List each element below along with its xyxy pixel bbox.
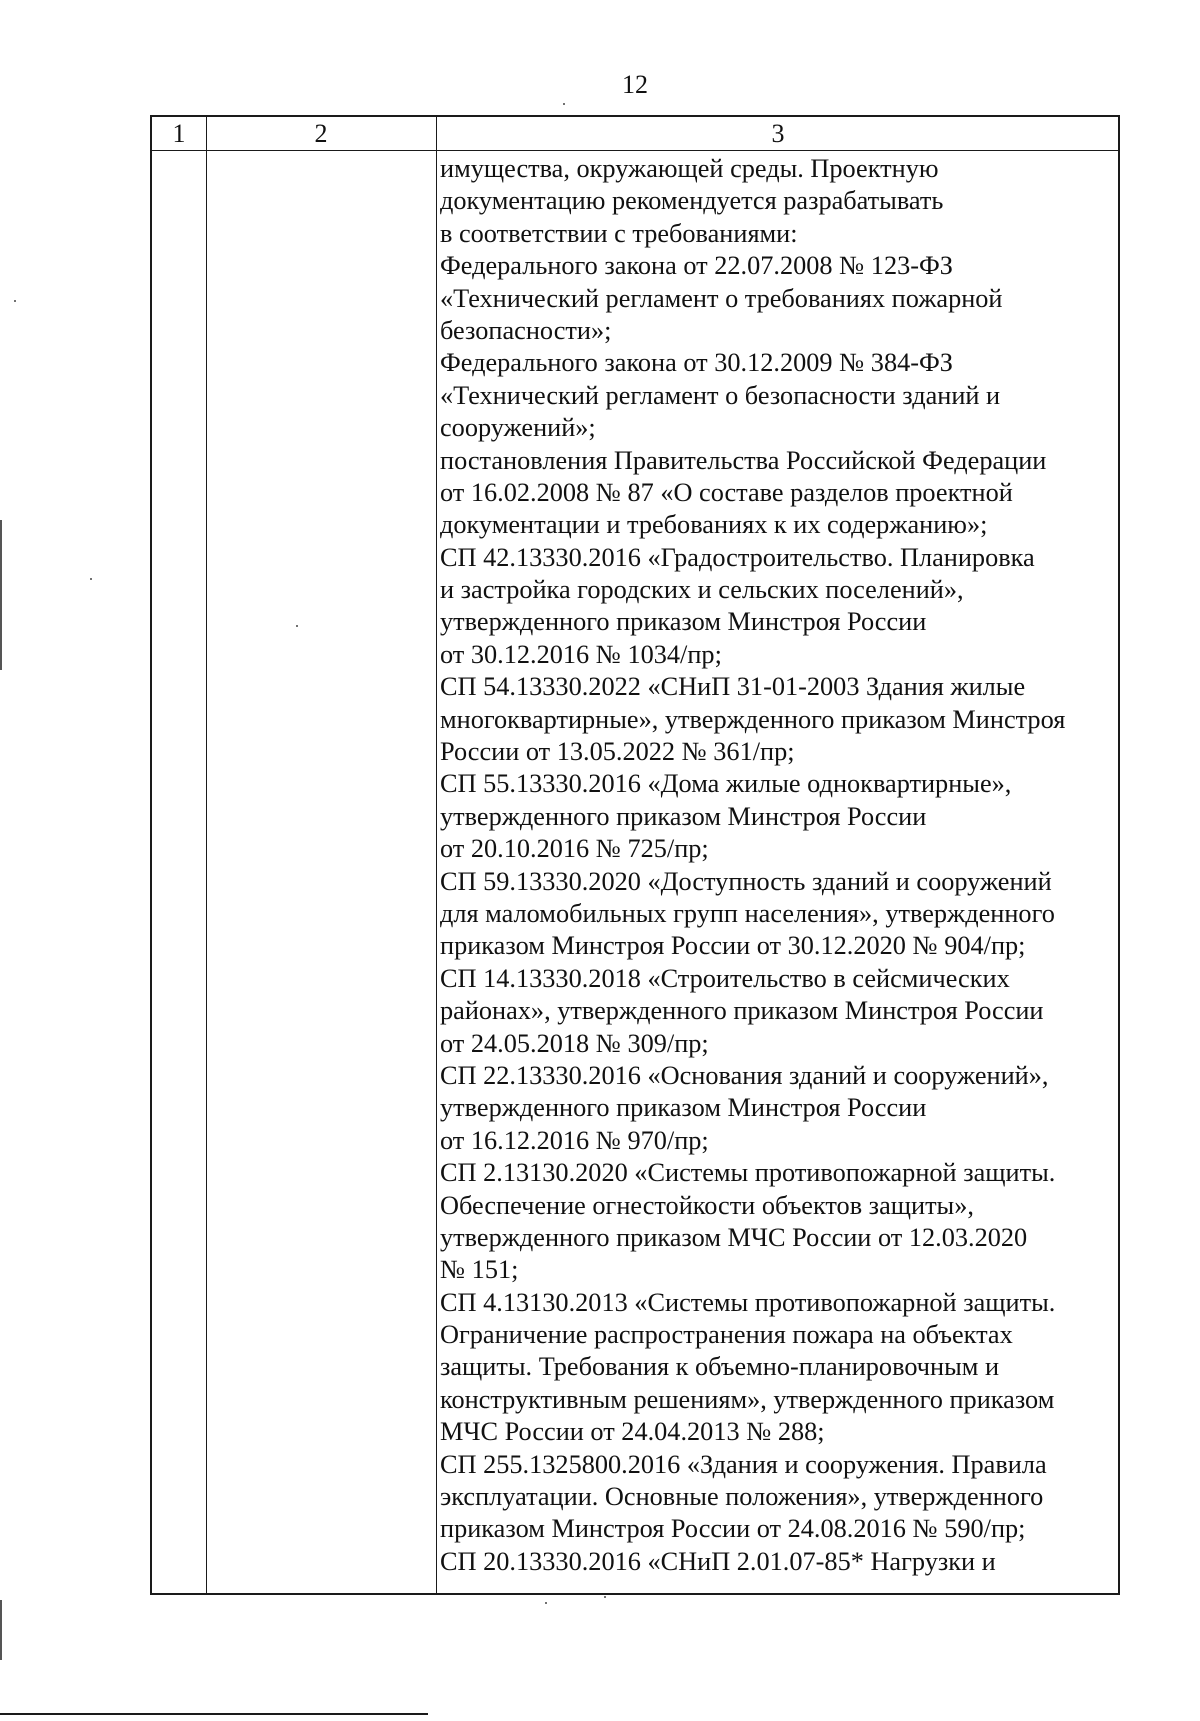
header-cell-1: 1 [172,119,186,148]
text-line: конструктивным решениям», утвержденного приказом [440,1384,1055,1414]
text-line: от 30.12.2016 № 1034/пр; [440,639,722,669]
text-line: утвержденного приказом Минстроя России [440,1093,927,1123]
text-line: районах», утвержденного приказом Минстроя России [440,996,1044,1026]
scan-edge-mark [0,520,2,670]
text-line: от 20.10.2016 № 725/пр; [440,834,709,864]
text-line: «Технический регламент о безопасности зданий и [440,380,1001,410]
text-line: для маломобильных групп населения», утвержденного [440,898,1055,928]
scan-speck [604,1596,606,1598]
text-line: безопасности»; [440,315,612,345]
header-rule [152,150,1118,151]
column-rule-1 [206,117,207,1593]
text-line: эксплуатации. Основные положения», утвержденного [440,1482,1044,1512]
text-line: утвержденного приказом МЧС России от 12.03.2020 [440,1222,1028,1252]
text-line: СП 2.13130.2020 «Системы противопожарной защиты. [440,1158,1056,1188]
text-line: СП 55.13330.2016 «Дома жилые одноквартирные», [440,769,1012,799]
text-line: Федерального закона от 22.07.2008 № 123-ФЗ [440,251,953,281]
text-line: СП 14.13330.2018 «Строительство в сейсмических [440,963,1010,993]
page-number: 12 [622,70,648,99]
text-line: СП 54.13330.2022 «СНиП 31-01-2003 Здания жилые [440,672,1026,702]
scan-speck [563,103,565,105]
text-line: утвержденного приказом Минстроя России [440,801,927,831]
text-line: приказом Минстроя России от 24.08.2016 № 590/пр; [440,1514,1026,1544]
text-line: от 24.05.2018 № 309/пр; [440,1028,709,1058]
text-line: документацию рекомендуется разрабатывать [440,186,944,216]
text-line: СП 20.13330.2016 «СНиП 2.01.07-85* Нагрузки и [440,1546,996,1576]
scan-speck [14,300,16,302]
text-line: СП 255.1325800.2016 «Здания и сооружения. Правила [440,1449,1047,1479]
text-line: многоквартирные», утвержденного приказом Минстроя [440,704,1066,734]
text-line: МЧС России от 24.04.2013 № 288; [440,1417,825,1447]
text-line: СП 22.13330.2016 «Основания зданий и сооружений», [440,1060,1049,1090]
header-cell-3: 3 [771,119,785,148]
text-line: от 16.02.2008 № 87 «О составе разделов проектной [440,477,1013,507]
text-line: от 16.12.2016 № 970/пр; [440,1125,709,1155]
text-line: № 151; [440,1255,519,1285]
text-line: СП 42.13330.2016 «Градостроительство. Планировка [440,542,1035,572]
text-line: Федерального закона от 30.12.2009 № 384-ФЗ [440,348,953,378]
text-line: защиты. Требования к объемно-планировочным и [440,1352,1000,1382]
text-line: имущества, окружающей среды. Проектную [440,154,939,183]
text-line: документации и требованиях к их содержанию»; [440,510,988,540]
column-3-content [440,153,1120,1578]
header-cell-2: 2 [314,119,328,148]
text-line: утвержденного приказом Минстроя России [440,607,927,637]
footnote-rule [0,1713,428,1715]
scan-speck [296,625,298,627]
text-line: в соответствии с требованиями: [440,218,798,248]
text-line: Обеспечение огнестойкости объектов защиты», [440,1190,974,1220]
text-line: Ограничение распространения пожара на объектах [440,1320,1013,1350]
text-line: СП 59.13330.2020 «Доступность зданий и сооружений [440,866,1052,896]
document-table [150,115,1120,1595]
column-rule-2 [436,117,437,1593]
text-line: постановления Правительства Российской Федерации [440,445,1047,475]
scan-speck [90,578,92,580]
text-line: сооружений»; [440,413,596,443]
text-line: «Технический регламент о требованиях пожарной [440,283,1003,313]
text-line: и застройка городских и сельских поселений», [440,575,964,605]
text-line: приказом Минстроя России от 30.12.2020 № 904/пр; [440,931,1026,961]
text-line: России от 13.05.2022 № 361/пр; [440,737,795,767]
text-line: СП 4.13130.2013 «Системы противопожарной защиты. [440,1287,1056,1317]
scan-speck [545,1602,547,1604]
scan-edge-mark [0,1600,2,1660]
